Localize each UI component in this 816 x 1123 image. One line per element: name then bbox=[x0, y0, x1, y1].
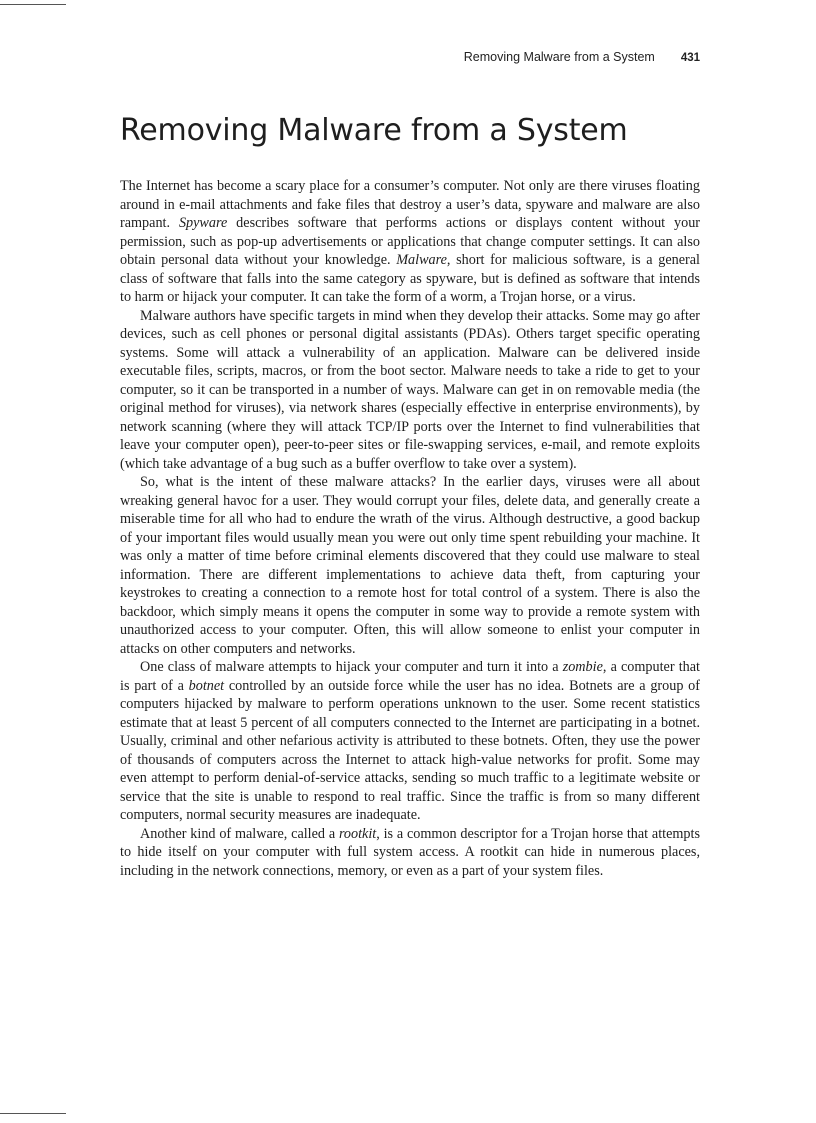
crop-mark-top-left bbox=[0, 4, 66, 5]
paragraph-text: controlled by an outside force while the user has no idea. Botnets are a group of computers hijacked by malware to perform operations unknown to the user. Some recent statistics estimate that at least 5 percent of all computers connected to the Internet are participating in a botnet. Usually, criminal and other nefarious activity is attributed to these botnets. Often, they use the power of thousands of computers across the Internet to attack high-value networks for profit. Some may even attempt to perform denial-of-service attacks, sending so much traffic to a legitimate website or service that the site is unable to respond to real traffic. Since the traffic is from so many different computers, normal security measures are inadequate. bbox=[120, 677, 700, 823]
paragraph-text: One class of malware attempts to hijack your computer and turn it into a bbox=[140, 659, 563, 675]
term-spyware: Spyware bbox=[178, 215, 228, 231]
body-text bbox=[120, 177, 700, 880]
term-rootkit: rootkit bbox=[338, 825, 377, 842]
paragraph-rootkit bbox=[120, 825, 700, 881]
paragraph-text: The Internet has become a scary place for a consumer’s computer. Not only are there viruses floating around in e-mail attachments and fake files that destroy a user’s data, spyware and malware are also rampant. bbox=[120, 178, 700, 231]
paragraph-text: , is a common descriptor for a Trojan horse that attempts to hide itself on your computer with full system access. A rootkit can hide in numerous places, including in the network connections, memory, or even as a part of your system files. bbox=[120, 825, 700, 879]
paragraph-text: Another kind of malware, called a bbox=[140, 825, 339, 842]
paragraph-text: , short for malicious software, is a general class of software that falls into the same category as spyware, but is defined as software that intends to harm or hijack your computer. It can take the form of a worm, a Trojan horse, or a virus. bbox=[120, 252, 700, 305]
paragraph-text: So, what is the intent of these malware attacks? In the earlier days, viruses were all about wreaking general havoc for a user. They would corrupt your files, delete data, and generally create a miserable time for all who had to endure the wrath of the virus. Although destructive, a good backup of your important files would usually mean you were out only time spent rebuilding your machine. It was only a matter of time before criminal elements discovered that they could use malware to steal information. There are different implementations to achieve data theft, from capturing your keystrokes to creating a connection to a remote host for total control of a system. There is also the backdoor, which simply means it opens the computer in some way to provide a remote system with unauthorized access to your computer. Often, this will allow someone to enlist your computer in attacks on other computers and networks. bbox=[120, 474, 700, 657]
term-zombie: zombie bbox=[562, 659, 603, 675]
paragraph-text: , a computer that is part of a bbox=[120, 659, 700, 694]
term-botnet: botnet bbox=[188, 677, 225, 694]
running-head bbox=[120, 50, 700, 64]
section-title: Removing Malware from a System bbox=[120, 113, 628, 148]
running-head-title: Removing Malware from a System bbox=[463, 50, 655, 64]
paragraph-malware-intent bbox=[120, 473, 700, 658]
paragraph-botnets bbox=[120, 658, 700, 825]
paragraph-text: Malware authors have specific targets in mind when they develop their attacks. Some may go after devices, such as cell phones or personal digital assistants (PDAs). Others target specific operating systems. Some will attack a vulnerability of an application. Malware can be delivered inside executable files, scripts, macros, or from the boot sector. Malware needs to take a ride to get to your computer, so it can be transported in a number of ways. Malware can get in on removable media (the original method for viruses), via network shares (especially effective in enterprise environments), by network scanning (where they will attack TCP/IP ports over the Internet to find vulnerabilities that leave your computer open), peer-to-peer sites or file-swapping services, e-mail, and remote exploits (which take advantage of a bug such as a buffer overflow to take over a system). bbox=[120, 307, 700, 472]
page-number: 431 bbox=[680, 52, 700, 64]
paragraph-spyware-malware bbox=[120, 177, 700, 307]
paragraph-text: describes software that performs actions or displays content without your permission, such as pop-up advertisements or applications that change computer settings. It can also obtain personal data without your knowledge. bbox=[120, 215, 701, 268]
crop-mark-bottom-left bbox=[0, 1113, 66, 1114]
term-malware: Malware bbox=[396, 252, 447, 268]
paragraph-malware-targets bbox=[120, 307, 700, 474]
